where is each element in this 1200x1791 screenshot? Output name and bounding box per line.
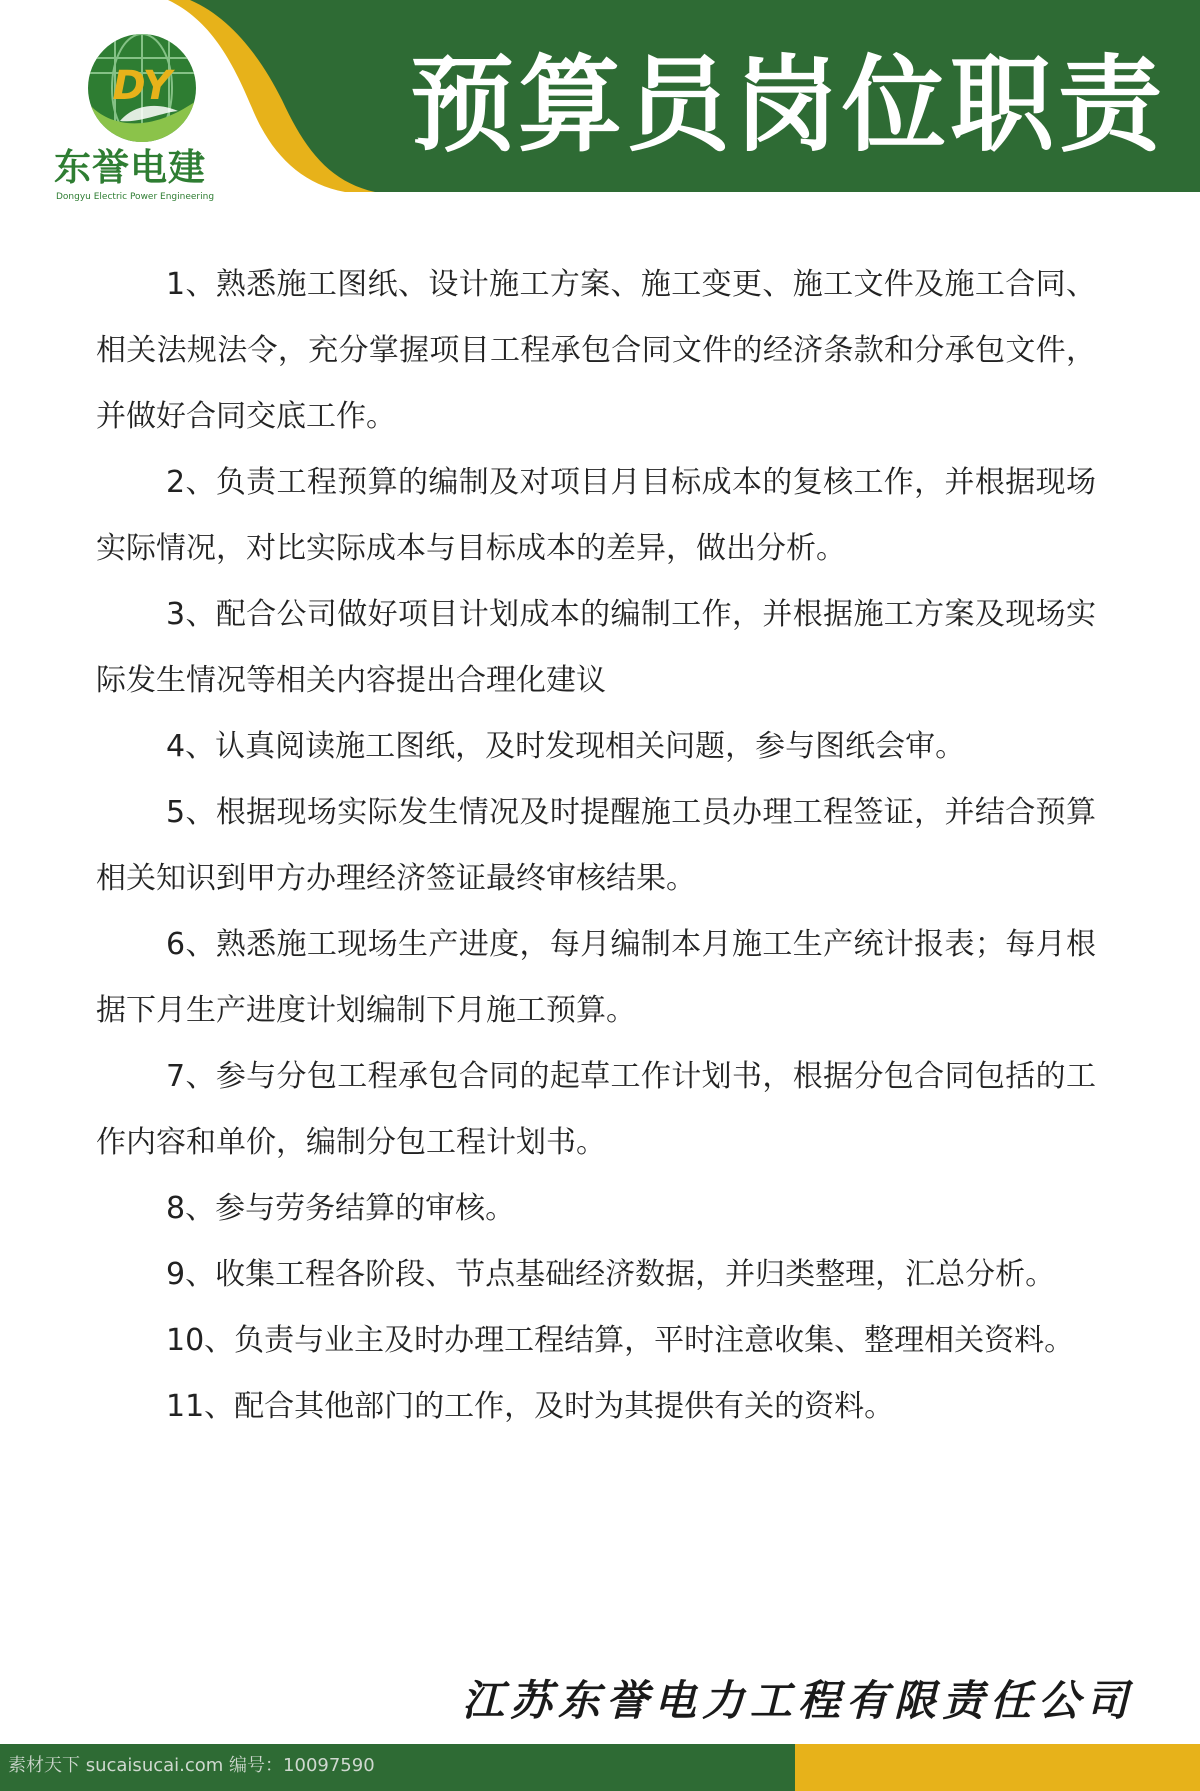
- company-logo: [48, 28, 238, 208]
- duty-item: 6、熟悉施工现场生产进度，每月编制本月施工生产统计报表；每月根据下月生产进度计划编制下月施工预算。: [96, 927, 1096, 1028]
- logo-name-en: Dongyu Electric Power Engineering: [56, 192, 215, 202]
- duty-item: 9、收集工程各阶段、节点基础经济数据，并归类整理，汇总分析。: [166, 1257, 1056, 1292]
- watermark-text: 素材天下 sucaisucai.com 编号：10097590: [8, 1755, 375, 1776]
- duty-item: 2、负责工程预算的编制及对项目月目标成本的复核工作，并根据现场实际情况，对比实际成本与目标成本的差异，做出分析。: [96, 465, 1096, 566]
- duties-list: [96, 252, 1096, 1440]
- logo-name-cn: 东誉电建: [54, 146, 206, 189]
- duty-item: 8、参与劳务结算的审核。: [166, 1191, 516, 1226]
- company-name: 江苏东誉电力工程有限责任公司: [461, 1676, 1134, 1725]
- duty-item: 5、根据现场实际发生情况及时提醒施工员办理工程签证，并结合预算相关知识到甲方办理经济签证最终审核结果。: [96, 795, 1096, 896]
- duty-item: 7、参与分包工程承包合同的起草工作计划书，根据分包合同包括的工作内容和单价，编制分包工程计划书。: [96, 1059, 1096, 1160]
- duty-item: 1、熟悉施工图纸、设计施工方案、施工变更、施工文件及施工合同、相关法规法令，充分掌握项目工程承包合同文件的经济条款和分承包文件，并做好合同交底工作。: [96, 267, 1096, 434]
- footer-gold-bar: [795, 1744, 1200, 1791]
- logo-letters: DY: [112, 63, 172, 109]
- duty-item: 4、认真阅读施工图纸，及时发现相关问题，参与图纸会审。: [166, 729, 966, 764]
- duty-item: 11、配合其他部门的工作，及时为其提供有关的资料。: [166, 1389, 895, 1424]
- page-title: 预算员岗位职责: [410, 44, 1167, 166]
- logo-globe-icon: [80, 33, 204, 143]
- duty-item: 3、配合公司做好项目计划成本的编制工作，并根据施工方案及现场实际发生情况等相关内容提出合理化建议: [96, 597, 1096, 698]
- duty-item: 10、负责与业主及时办理工程结算，平时注意收集、整理相关资料。: [166, 1323, 1075, 1358]
